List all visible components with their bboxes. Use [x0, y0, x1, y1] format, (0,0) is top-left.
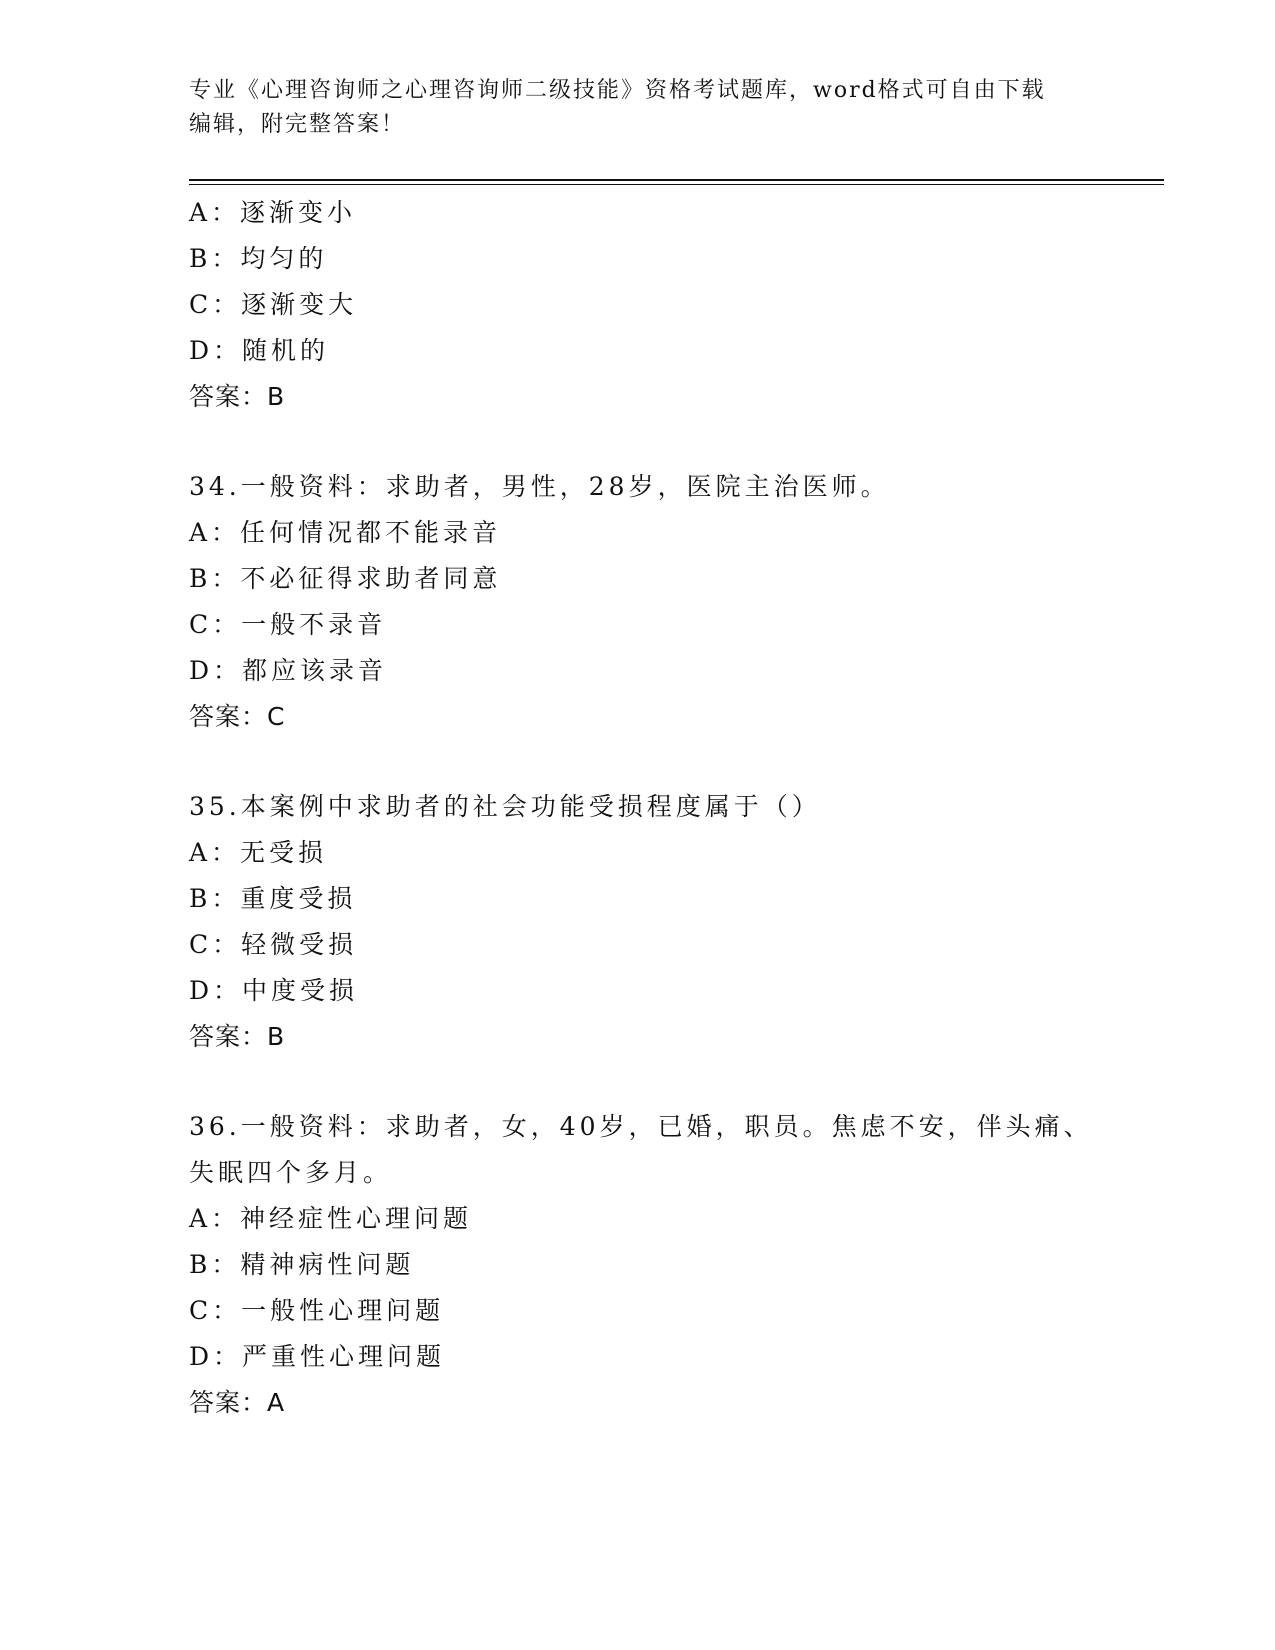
- option-c: C：一般性心理问题: [189, 1296, 445, 1325]
- option-c: C：轻微受损: [189, 930, 358, 959]
- question-35: [189, 784, 1149, 1060]
- option-a: A：神经症性心理问题: [189, 1204, 473, 1233]
- header-divider-thin: [189, 184, 1164, 185]
- spacer: [189, 420, 1149, 464]
- option-d: D：随机的: [189, 336, 330, 365]
- header-line-2: 编辑，附完整答案！: [189, 112, 406, 137]
- option-d: D：都应该录音: [189, 656, 388, 685]
- option-a: A：无受损: [189, 838, 328, 867]
- answer: 答案：C: [189, 702, 286, 731]
- question-33-options: [189, 190, 1149, 420]
- answer: 答案：A: [189, 1388, 286, 1417]
- question-stem-line-2: 失眠四个多月。: [189, 1158, 393, 1187]
- option-b: B：均匀的: [189, 244, 328, 273]
- option-a: A：逐渐变小: [189, 198, 357, 227]
- option-a: A：任何情况都不能录音: [189, 518, 502, 547]
- header-divider-thick: [189, 179, 1164, 181]
- option-b: B：精神病性问题: [189, 1250, 415, 1279]
- spacer: [189, 1060, 1149, 1104]
- option-b: B：不必征得求助者同意: [189, 564, 502, 593]
- option-c: C：逐渐变大: [189, 290, 358, 319]
- spacer: [189, 740, 1149, 784]
- question-stem: 34.一般资料：求助者，男性，28岁，医院主治医师。: [189, 472, 890, 501]
- answer: 答案：B: [189, 382, 286, 411]
- option-b: B：重度受损: [189, 884, 357, 913]
- option-d: D：中度受损: [189, 976, 359, 1005]
- answer: 答案：B: [189, 1022, 286, 1051]
- question-36: [189, 1104, 1149, 1426]
- header-line-1: 专业《心理咨询师之心理咨询师二级技能》资格考试题库，word格式可自由下载: [189, 78, 1046, 103]
- question-34: [189, 464, 1149, 740]
- question-stem-line-1: 36.一般资料：求助者，女，40岁，已婚，职员。焦虑不安，伴头痛、: [189, 1112, 1093, 1141]
- option-c: C：一般不录音: [189, 610, 387, 639]
- question-stem: 35.本案例中求助者的社会功能受损程度属于（）: [189, 792, 821, 821]
- page-header: [189, 74, 1089, 142]
- question-list: [189, 190, 1149, 1426]
- option-d: D：严重性心理问题: [189, 1342, 446, 1371]
